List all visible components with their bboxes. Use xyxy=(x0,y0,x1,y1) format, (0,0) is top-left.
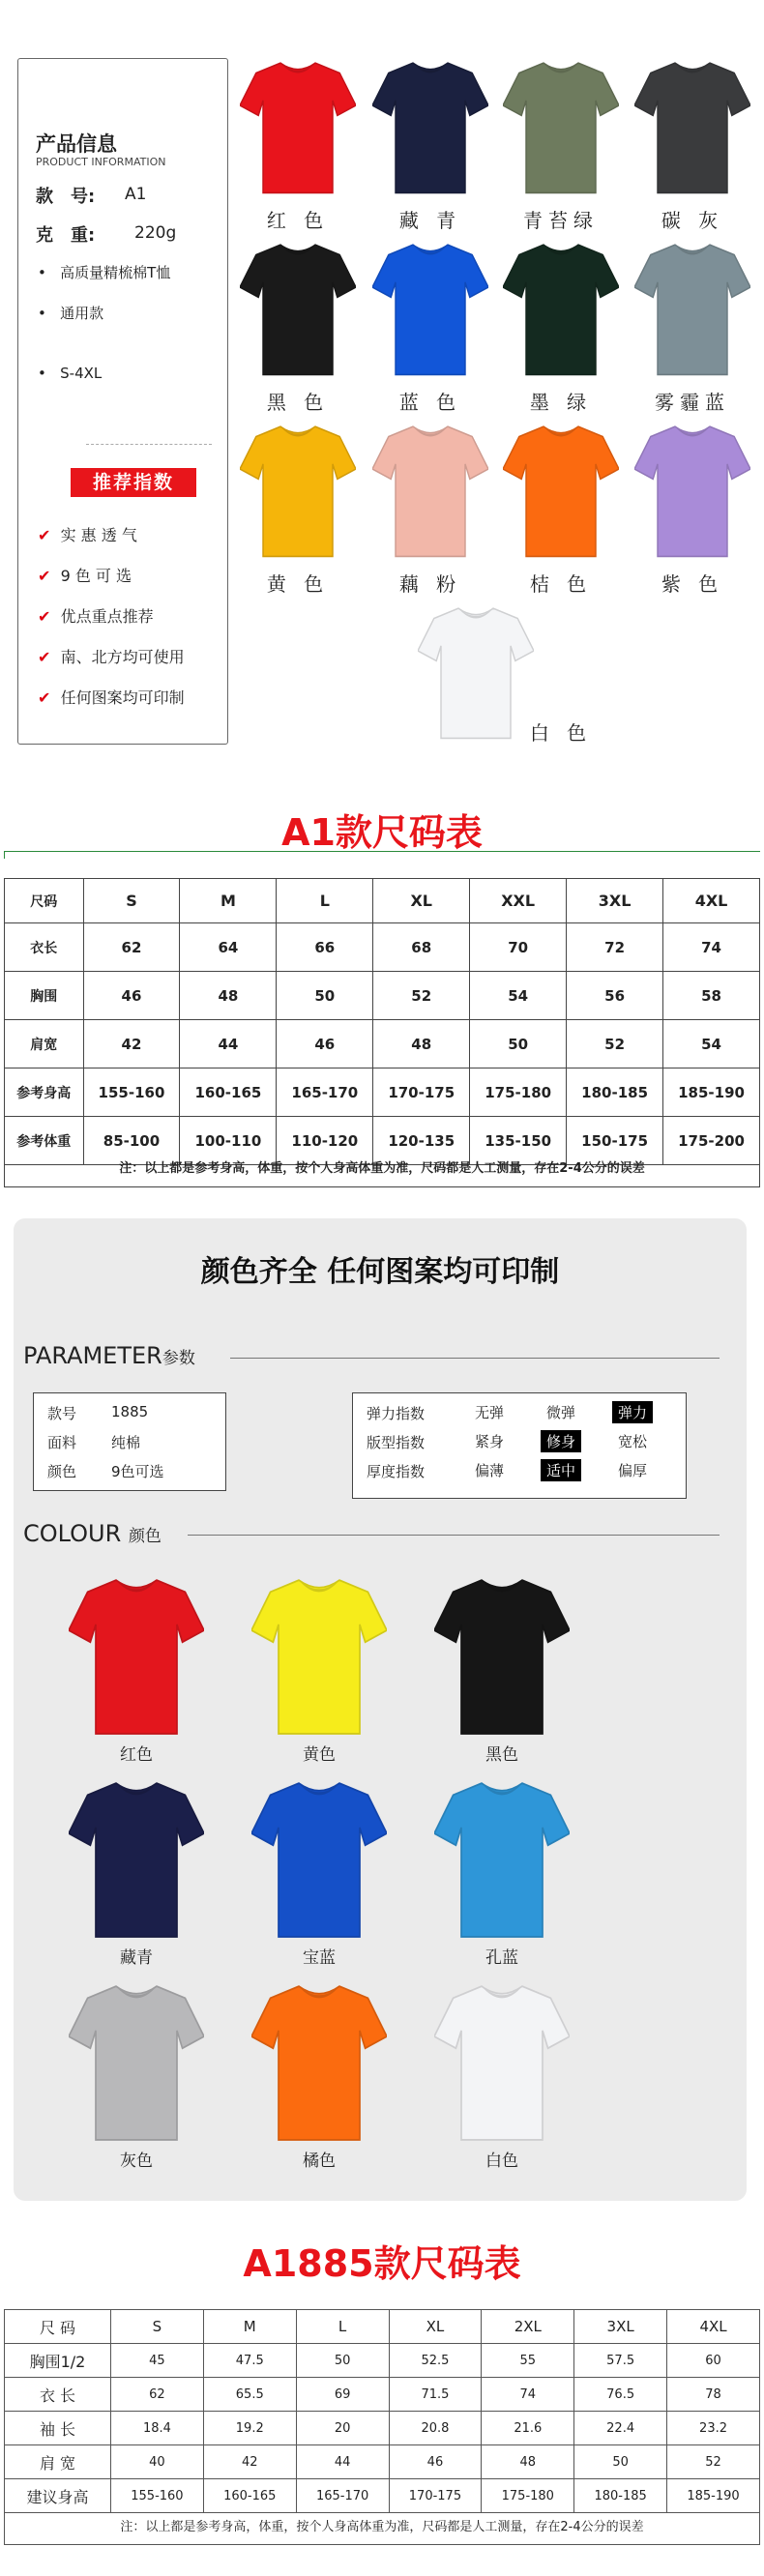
weight-value: 220g xyxy=(134,223,177,243)
color-label: 蓝 色 xyxy=(398,391,462,414)
tshirt-icon xyxy=(251,1980,387,2143)
table-cell: 40 xyxy=(111,2445,204,2479)
table-row xyxy=(5,2378,760,2412)
table-cell: 64 xyxy=(180,923,277,972)
color-label: 白色 xyxy=(485,2152,518,2171)
param-option: 无弹 xyxy=(475,1404,505,1421)
table-cell: 175-200 xyxy=(663,1117,760,1165)
param-row: 面料 纯棉 xyxy=(47,1434,141,1451)
check-icon: ✔ xyxy=(38,648,51,666)
param-basic-table xyxy=(33,1392,226,1491)
tshirt-icon xyxy=(69,1574,204,1737)
table-header-cell: 3XL xyxy=(567,879,663,923)
divider xyxy=(230,1358,720,1359)
tshirt-icon xyxy=(251,1777,387,1940)
param-option-selected: 弹力 xyxy=(612,1401,653,1423)
feature-item: ✔ 南、北方均可使用 xyxy=(38,648,185,666)
table-cell: 185-190 xyxy=(667,2479,760,2513)
check-icon: ✔ xyxy=(38,688,51,707)
table-cell: 衣长 xyxy=(5,923,84,972)
color-label: 青苔绿 xyxy=(523,209,599,232)
param-option: 偏厚 xyxy=(618,1462,648,1479)
divider xyxy=(86,444,212,445)
check-icon: ✔ xyxy=(38,567,51,585)
color-label: 紫 色 xyxy=(661,572,724,596)
table-cell: 42 xyxy=(203,2445,296,2479)
color-label: 黑 色 xyxy=(266,391,330,414)
divider xyxy=(188,1535,720,1536)
table-cell: 18.4 xyxy=(111,2412,204,2445)
table-header-cell: L xyxy=(277,879,373,923)
table-cell: 20 xyxy=(296,2412,389,2445)
tshirt-icon xyxy=(434,1980,570,2143)
table-cell: 68 xyxy=(373,923,470,972)
tshirt-icon xyxy=(372,422,488,559)
table-header-cell: XXL xyxy=(470,879,567,923)
table-header-cell: 尺 码 xyxy=(5,2310,111,2344)
table-cell: 170-175 xyxy=(373,1068,470,1117)
tshirt-image xyxy=(251,1777,387,1940)
tshirt-icon xyxy=(434,1777,570,1940)
tshirt-image xyxy=(434,1980,570,2143)
tshirt-image xyxy=(69,1777,204,1940)
tshirt-image xyxy=(372,240,488,377)
table-cell: 22.4 xyxy=(574,2412,667,2445)
feature-item: ✔ 9 色 可 选 xyxy=(38,567,132,585)
tshirt-image xyxy=(434,1574,570,1737)
tshirt-icon xyxy=(503,240,619,377)
product-info-panel xyxy=(17,58,228,745)
table-cell: 58 xyxy=(663,972,760,1020)
color-label: 藏青 xyxy=(120,1948,153,1968)
parameter-panel xyxy=(14,1218,747,2201)
param-option: 紧身 xyxy=(475,1433,505,1450)
table-row xyxy=(5,2445,760,2479)
table-cell: 46 xyxy=(83,972,180,1020)
feature-item: ✔ 任何图案均可印制 xyxy=(38,688,185,707)
tshirt-icon xyxy=(240,422,356,559)
table-cell: 165-170 xyxy=(277,1068,373,1117)
table-cell: 71.5 xyxy=(389,2378,482,2412)
check-icon: ✔ xyxy=(38,607,51,626)
param-index-label: 版型指数 xyxy=(367,1434,426,1451)
tshirt-image xyxy=(503,422,619,559)
tshirt-image xyxy=(240,422,356,559)
tshirt-image xyxy=(372,58,488,195)
table-cell: 70 xyxy=(470,923,567,972)
table-cell: 74 xyxy=(482,2378,574,2412)
table-cell: 胸围 xyxy=(5,972,84,1020)
table-header-cell: 3XL xyxy=(574,2310,667,2344)
tshirt-icon xyxy=(251,1574,387,1737)
divider xyxy=(4,851,760,859)
recommend-badge: 推荐指数 xyxy=(71,468,196,497)
table-cell: 23.2 xyxy=(667,2412,760,2445)
bullet-item: • 通用款 xyxy=(38,305,104,322)
table-cell: 52 xyxy=(567,1020,663,1068)
table-cell: 19.2 xyxy=(203,2412,296,2445)
param-row: 颜色 9色可选 xyxy=(47,1463,164,1480)
table-cell: 100-110 xyxy=(180,1117,277,1165)
tshirt-icon xyxy=(503,422,619,559)
param-index-label: 厚度指数 xyxy=(367,1463,426,1480)
color-label: 宝蓝 xyxy=(303,1948,336,1968)
bullet-item: • 高质量精梳棉T恤 xyxy=(38,264,171,281)
a1-size-table xyxy=(4,878,760,1165)
table-cell: 60 xyxy=(667,2344,760,2378)
tshirt-icon xyxy=(634,58,750,195)
color-label: 雾霾蓝 xyxy=(655,391,730,414)
table-row xyxy=(5,2412,760,2445)
tshirt-icon xyxy=(372,240,488,377)
color-label: 桔 色 xyxy=(529,572,593,596)
table-cell: 175-180 xyxy=(482,2479,574,2513)
table-header-cell: 4XL xyxy=(667,2310,760,2344)
table-cell: 肩宽 xyxy=(5,1020,84,1068)
table-cell: 55 xyxy=(482,2344,574,2378)
table-cell: 袖 长 xyxy=(5,2412,111,2445)
table-cell: 160-165 xyxy=(180,1068,277,1117)
a1885-size-table xyxy=(4,2309,760,2513)
table-cell: 参考体重 xyxy=(5,1117,84,1165)
table-header-cell: XL xyxy=(389,2310,482,2344)
table-cell: 180-185 xyxy=(567,1068,663,1117)
tshirt-image xyxy=(69,1980,204,2143)
table-header-cell: S xyxy=(83,879,180,923)
color-label: 红色 xyxy=(120,1745,153,1765)
table-cell: 85-100 xyxy=(83,1117,180,1165)
table-cell: 175-180 xyxy=(470,1068,567,1117)
table-cell: 44 xyxy=(180,1020,277,1068)
table-cell: 69 xyxy=(296,2378,389,2412)
table-cell: 52 xyxy=(667,2445,760,2479)
product-info-title: 产品信息 xyxy=(36,132,117,156)
a1-size-title: A1款尺码表 xyxy=(281,811,483,854)
param-option: 宽松 xyxy=(618,1433,648,1450)
table-cell: 110-120 xyxy=(277,1117,373,1165)
table-header-cell: XL xyxy=(373,879,470,923)
param-index-label: 弹力指数 xyxy=(367,1405,426,1422)
table-cell: 46 xyxy=(389,2445,482,2479)
table-cell: 参考身高 xyxy=(5,1068,84,1117)
tshirt-image xyxy=(372,422,488,559)
feature-item: ✔ 实 惠 透 气 xyxy=(38,526,137,544)
table-row xyxy=(5,2344,760,2378)
tshirt-icon xyxy=(503,58,619,195)
table-row xyxy=(5,923,760,972)
tshirt-image xyxy=(240,58,356,195)
color-label: 黄色 xyxy=(303,1745,336,1765)
param-row: 款号 1885 xyxy=(47,1403,149,1422)
tshirt-image xyxy=(503,240,619,377)
product-info-subtitle: PRODUCT INFORMATION xyxy=(36,156,166,168)
table-row xyxy=(5,1068,760,1117)
table-cell: 48 xyxy=(482,2445,574,2479)
table-cell: 170-175 xyxy=(389,2479,482,2513)
parameter-heading: PARAMETER参数 xyxy=(23,1342,195,1369)
table-cell: 180-185 xyxy=(574,2479,667,2513)
tshirt-icon xyxy=(372,58,488,195)
table-cell: 42 xyxy=(83,1020,180,1068)
table-cell: 50 xyxy=(296,2344,389,2378)
tshirt-image xyxy=(251,1574,387,1737)
param-option-selected: 适中 xyxy=(541,1459,581,1481)
tshirt-image xyxy=(634,240,750,377)
table-cell: 155-160 xyxy=(83,1068,180,1117)
table-cell: 160-165 xyxy=(203,2479,296,2513)
tshirt-icon xyxy=(434,1574,570,1737)
table-cell: 56 xyxy=(567,972,663,1020)
tshirt-image xyxy=(240,240,356,377)
table-cell: 建议身高 xyxy=(5,2479,111,2513)
a1885-size-title: A1885款尺码表 xyxy=(243,2242,521,2285)
table-cell: 65.5 xyxy=(203,2378,296,2412)
table-cell: 50 xyxy=(277,972,373,1020)
table-header-cell: 4XL xyxy=(663,879,760,923)
table-header-cell: 2XL xyxy=(482,2310,574,2344)
param-index-table xyxy=(352,1392,687,1499)
tshirt-image xyxy=(503,58,619,195)
table-cell: 47.5 xyxy=(203,2344,296,2378)
bullet-item: • S-4XL xyxy=(38,365,103,382)
table-row xyxy=(5,2479,760,2513)
table-cell: 50 xyxy=(470,1020,567,1068)
table-cell: 肩 宽 xyxy=(5,2445,111,2479)
table-cell: 62 xyxy=(83,923,180,972)
table-cell: 72 xyxy=(567,923,663,972)
tshirt-icon xyxy=(69,1980,204,2143)
table-cell: 62 xyxy=(111,2378,204,2412)
color-label: 红 色 xyxy=(266,209,330,232)
table-cell: 76.5 xyxy=(574,2378,667,2412)
table-row xyxy=(5,2310,760,2344)
color-label: 孔蓝 xyxy=(485,1948,518,1968)
color-label: 灰色 xyxy=(120,2152,153,2171)
tshirt-icon xyxy=(634,422,750,559)
color-label: 藏 青 xyxy=(398,209,462,232)
table-cell: 185-190 xyxy=(663,1068,760,1117)
table-cell: 20.8 xyxy=(389,2412,482,2445)
table-cell: 78 xyxy=(667,2378,760,2412)
table-cell: 45 xyxy=(111,2344,204,2378)
colour-heading: COLOUR 颜色 xyxy=(23,1520,162,1547)
color-label: 墨 绿 xyxy=(529,391,593,414)
weight-label: 克 重: xyxy=(36,225,96,246)
table-cell: 54 xyxy=(663,1020,760,1068)
color-label: 碳 灰 xyxy=(661,209,724,232)
table-cell: 57.5 xyxy=(574,2344,667,2378)
table-cell: 21.6 xyxy=(482,2412,574,2445)
color-label: 橘色 xyxy=(303,2152,336,2171)
table-cell: 135-150 xyxy=(470,1117,567,1165)
check-icon: ✔ xyxy=(38,526,51,544)
model-value: A1 xyxy=(125,185,147,204)
table-cell: 150-175 xyxy=(567,1117,663,1165)
table-header-cell: 尺码 xyxy=(5,879,84,923)
color-label: 白 色 xyxy=(529,721,593,745)
table-header-cell: M xyxy=(180,879,277,923)
table-header-cell: L xyxy=(296,2310,389,2344)
table-header-cell: M xyxy=(203,2310,296,2344)
table-cell: 66 xyxy=(277,923,373,972)
table-cell: 48 xyxy=(180,972,277,1020)
color-label: 黑色 xyxy=(485,1745,518,1765)
tshirt-icon xyxy=(240,240,356,377)
tshirt-icon xyxy=(240,58,356,195)
table-header-cell: S xyxy=(111,2310,204,2344)
tshirt-image xyxy=(69,1574,204,1737)
table-cell: 54 xyxy=(470,972,567,1020)
param-option: 偏薄 xyxy=(475,1462,505,1479)
color-label: 黄 色 xyxy=(266,572,330,596)
table-cell: 46 xyxy=(277,1020,373,1068)
color-label: 藕 粉 xyxy=(398,572,462,596)
a1-size-note: 注：以上都是参考身高，体重，按个人身高体重为准，尺码都是人工测量，存在2-4公分的误差 xyxy=(4,1153,760,1187)
model-label: 款 号: xyxy=(36,187,96,207)
table-cell: 74 xyxy=(663,923,760,972)
table-row xyxy=(5,972,760,1020)
table-row xyxy=(5,1020,760,1068)
tshirt-image xyxy=(434,1777,570,1940)
table-cell: 50 xyxy=(574,2445,667,2479)
tshirt-image xyxy=(251,1980,387,2143)
section2-headline: 颜色齐全 任何图案均可印制 xyxy=(200,1255,560,1289)
table-cell: 44 xyxy=(296,2445,389,2479)
a1885-size-note: 注：以上都是参考身高，体重，按个人身高体重为准，尺码都是人工测量，存在2-4公分的误差 xyxy=(4,2512,760,2545)
table-cell: 52 xyxy=(373,972,470,1020)
table-cell: 衣 长 xyxy=(5,2378,111,2412)
table-cell: 165-170 xyxy=(296,2479,389,2513)
table-cell: 胸围1/2 xyxy=(5,2344,111,2378)
param-option: 微弹 xyxy=(546,1404,576,1421)
tshirt-image xyxy=(634,422,750,559)
table-cell: 48 xyxy=(373,1020,470,1068)
table-row xyxy=(5,879,760,923)
table-cell: 120-135 xyxy=(373,1117,470,1165)
tshirt-icon xyxy=(69,1777,204,1940)
param-option-selected: 修身 xyxy=(541,1430,581,1452)
table-cell: 52.5 xyxy=(389,2344,482,2378)
tshirt-image xyxy=(634,58,750,195)
tshirt-icon xyxy=(634,240,750,377)
feature-item: ✔ 优点重点推荐 xyxy=(38,607,154,626)
table-cell: 155-160 xyxy=(111,2479,204,2513)
